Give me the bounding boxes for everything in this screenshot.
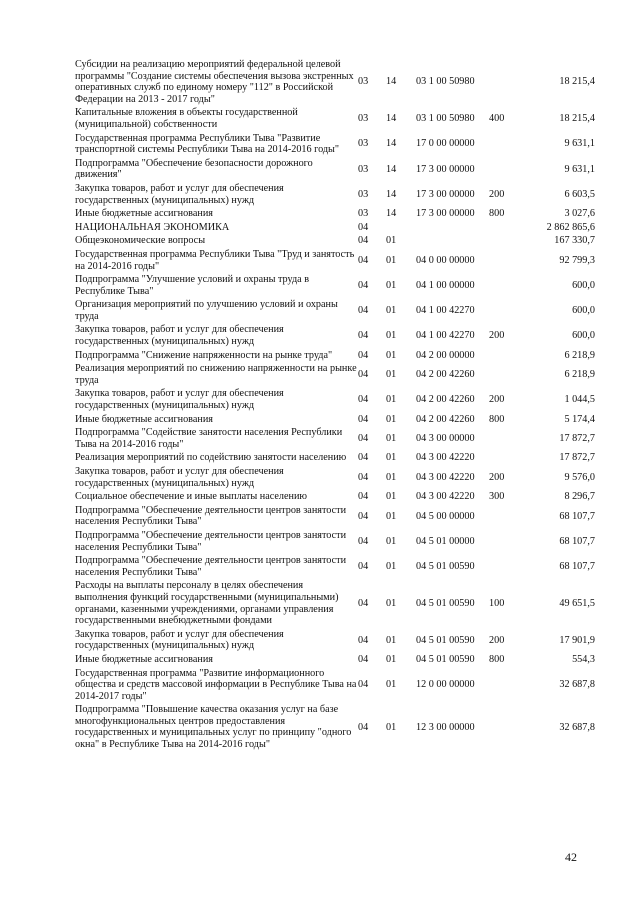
row-expense-type: 800 bbox=[489, 653, 505, 665]
row-name: Закупка товаров, работ и услуг для обеспечения государственных (муниципальных) нужд bbox=[75, 628, 284, 652]
row-target-article: 04 2 00 42260 bbox=[416, 394, 475, 406]
row-amount: 3 027,6 bbox=[564, 208, 595, 220]
row-subsection-code: 01 bbox=[386, 634, 397, 646]
row-expense-type: 800 bbox=[489, 208, 505, 220]
row-name: Общеэкономические вопросы bbox=[75, 235, 206, 247]
table-row bbox=[75, 414, 595, 428]
row-name: Подпрограмма "Обеспечение деятельности центров занятости населения Республики Тыва" bbox=[75, 504, 347, 528]
row-subsection-code: 14 bbox=[386, 188, 397, 200]
row-name: Государственная программа "Развитие информационного общества и средств массовой информации в Республике Тыва на 2014-2017 годы" bbox=[75, 667, 357, 702]
row-section-code: 04 bbox=[358, 471, 369, 483]
row-subsection-code bbox=[386, 222, 416, 236]
row-amount: 1 044,5 bbox=[564, 394, 595, 406]
row-expense-type: 200 bbox=[489, 188, 505, 200]
table-row bbox=[75, 704, 595, 752]
row-target-article: 04 5 01 00590 bbox=[416, 597, 475, 609]
row-target-article: 17 3 00 00000 bbox=[416, 188, 475, 200]
row-amount: 5 174,4 bbox=[564, 413, 595, 425]
table-row bbox=[75, 222, 595, 236]
table-row bbox=[75, 158, 595, 183]
row-subsection-code: 01 bbox=[386, 394, 397, 406]
row-subsection-code: 01 bbox=[386, 721, 397, 733]
row-section-code: 04 bbox=[358, 535, 369, 547]
row-amount: 6 218,9 bbox=[564, 369, 595, 381]
table-row bbox=[75, 491, 595, 505]
row-subsection-code: 01 bbox=[386, 254, 397, 266]
row-subsection-code: 01 bbox=[386, 330, 397, 342]
row-section-code: 03 bbox=[358, 188, 369, 200]
row-expense-type bbox=[489, 133, 525, 158]
row-section-code: 04 bbox=[358, 254, 369, 266]
row-name: Реализация мероприятий по содействию занятости населению bbox=[75, 452, 347, 464]
row-expense-type bbox=[489, 668, 525, 705]
row-section-code: 04 bbox=[358, 413, 369, 425]
row-name: Закупка товаров, работ и услуг для обеспечения государственных (муниципальных) нужд bbox=[75, 182, 284, 206]
table-row bbox=[75, 208, 595, 222]
row-expense-type bbox=[489, 249, 525, 274]
row-expense-type: 200 bbox=[489, 471, 505, 483]
row-section-code: 03 bbox=[358, 138, 369, 150]
row-name: Государственная программа Республики Тыва "Труд и занятость на 2014-2016 годы" bbox=[75, 248, 355, 272]
row-expense-type bbox=[489, 235, 525, 249]
row-amount: 6 218,9 bbox=[564, 349, 595, 361]
row-subsection-code: 01 bbox=[386, 279, 397, 291]
row-section-code: 04 bbox=[358, 597, 369, 609]
row-subsection-code: 01 bbox=[386, 305, 397, 317]
row-amount: 68 107,7 bbox=[559, 510, 595, 522]
row-subsection-code: 14 bbox=[386, 163, 397, 175]
row-name: Субсидии на реализацию мероприятий федеральной целевой программы "Создание системы обеспечения вызова экстренных оперативных служб по единому номеру "112" в Российской Федерации на 2013 - 2017 годы" bbox=[75, 59, 354, 105]
row-amount: 17 872,7 bbox=[559, 452, 595, 464]
row-section-code: 03 bbox=[358, 113, 369, 125]
table-row bbox=[75, 235, 595, 249]
row-section-code: 03 bbox=[358, 163, 369, 175]
row-section-code: 04 bbox=[358, 330, 369, 342]
row-expense-type bbox=[489, 222, 525, 236]
row-name: Подпрограмма "Обеспечение деятельности центров занятости населения Республики Тыва" bbox=[75, 555, 347, 578]
row-expense-type: 200 bbox=[489, 394, 505, 406]
row-target-article bbox=[416, 222, 489, 236]
row-expense-type: 800 bbox=[489, 413, 505, 425]
row-subsection-code: 01 bbox=[386, 679, 397, 691]
row-name: Подпрограмма "Снижение напряженности на рынке труда" bbox=[75, 349, 333, 361]
row-subsection-code: 01 bbox=[386, 471, 397, 483]
row-name: Социальное обеспечение и иные выплаты населению bbox=[75, 491, 308, 503]
row-name: Подпрограмма "Обеспечение безопасности дорожного движения" bbox=[75, 157, 313, 181]
row-target-article: 04 5 01 00000 bbox=[416, 535, 475, 547]
table-row bbox=[75, 388, 595, 413]
row-section-code: 04 bbox=[358, 433, 369, 445]
table-row bbox=[75, 249, 595, 274]
budget-table bbox=[75, 59, 595, 753]
row-target-article: 04 5 01 00590 bbox=[416, 634, 475, 646]
table-row bbox=[75, 505, 595, 530]
row-name: Организация мероприятий по улучшению условий и охраны труда bbox=[75, 299, 338, 322]
row-target-article: 04 5 01 00590 bbox=[416, 560, 475, 572]
row-name: Иные бюджетные ассигнования bbox=[75, 413, 213, 425]
table-row bbox=[75, 59, 595, 107]
table-row bbox=[75, 555, 595, 580]
row-amount: 92 799,3 bbox=[559, 254, 595, 266]
row-expense-type bbox=[489, 158, 525, 183]
table-row bbox=[75, 654, 595, 668]
row-target-article: 04 3 00 42220 bbox=[416, 471, 475, 483]
row-subsection-code: 01 bbox=[386, 653, 397, 665]
table-row bbox=[75, 427, 595, 452]
row-amount: 167 330,7 bbox=[554, 235, 595, 247]
row-subsection-code: 01 bbox=[386, 535, 397, 547]
row-section-code: 04 bbox=[358, 510, 369, 522]
row-expense-type bbox=[489, 350, 525, 364]
row-amount: 32 687,8 bbox=[559, 679, 595, 691]
row-amount: 8 296,7 bbox=[564, 491, 595, 503]
row-target-article: 17 3 00 00000 bbox=[416, 163, 475, 175]
row-name: Государственная программа Республики Тыва "Развитие транспортной системы Республики Тыва на 2014-2016 годы" bbox=[75, 132, 340, 156]
row-name: Закупка товаров, работ и услуг для обеспечения государственных (муниципальных) нужд bbox=[75, 466, 284, 489]
table-row bbox=[75, 363, 595, 388]
row-section-code: 03 bbox=[358, 76, 369, 88]
row-target-article: 12 3 00 00000 bbox=[416, 721, 475, 733]
row-expense-type bbox=[489, 59, 525, 107]
row-target-article: 04 3 00 00000 bbox=[416, 433, 475, 445]
table-row bbox=[75, 133, 595, 158]
row-expense-type: 100 bbox=[489, 597, 505, 609]
row-target-article: 03 1 00 50980 bbox=[416, 113, 475, 125]
row-expense-type: 200 bbox=[489, 634, 505, 646]
row-target-article: 03 1 00 50980 bbox=[416, 76, 475, 88]
row-name: Иные бюджетные ассигнования bbox=[75, 208, 213, 220]
table-row bbox=[75, 299, 595, 324]
row-expense-type: 300 bbox=[489, 491, 505, 503]
row-target-article: 04 0 00 00000 bbox=[416, 254, 475, 266]
row-subsection-code: 14 bbox=[386, 76, 397, 88]
row-target-article: 04 2 00 42260 bbox=[416, 369, 475, 381]
row-expense-type bbox=[489, 505, 525, 530]
row-section-code: 04 bbox=[358, 305, 369, 317]
row-target-article: 04 5 00 00000 bbox=[416, 510, 475, 522]
row-target-article: 12 0 00 00000 bbox=[416, 679, 475, 691]
row-name: Реализация мероприятий по снижению напряженности на рынке труда bbox=[75, 363, 357, 386]
row-amount: 18 215,4 bbox=[559, 113, 595, 125]
row-section-code: 04 bbox=[358, 721, 369, 733]
row-target-article: 17 3 00 00000 bbox=[416, 208, 475, 220]
row-expense-type bbox=[489, 530, 525, 555]
table-row bbox=[75, 274, 595, 299]
row-target-article: 04 1 00 00000 bbox=[416, 279, 475, 291]
row-target-article: 04 3 00 42220 bbox=[416, 491, 475, 503]
row-name: Подпрограмма "Обеспечение деятельности центров занятости населения Республики Тыва" bbox=[75, 529, 347, 553]
row-subsection-code: 14 bbox=[386, 138, 397, 150]
row-section-code: 03 bbox=[358, 208, 369, 220]
row-target-article: 04 5 01 00590 bbox=[416, 653, 475, 665]
row-expense-type bbox=[489, 452, 525, 466]
row-section-code: 04 bbox=[358, 349, 369, 361]
row-subsection-code: 01 bbox=[386, 510, 397, 522]
row-section-code: 04 bbox=[358, 491, 369, 503]
row-section-code: 04 bbox=[358, 653, 369, 665]
row-section-code: 04 bbox=[358, 279, 369, 291]
row-target-article: 17 0 00 00000 bbox=[416, 138, 475, 150]
table-row bbox=[75, 668, 595, 705]
row-target-article: 04 1 00 42270 bbox=[416, 330, 475, 342]
row-target-article: 04 3 00 42220 bbox=[416, 452, 475, 464]
row-subsection-code: 01 bbox=[386, 433, 397, 445]
row-amount: 600,0 bbox=[572, 330, 595, 342]
row-amount: 600,0 bbox=[572, 279, 595, 291]
row-section-code: 04 bbox=[358, 634, 369, 646]
row-name: Расходы на выплаты персоналу в целях обеспечения выполнения функций государственными (муниципальными) органами, казенными учреждениями, органами управления государственными внебюджетными фондами bbox=[75, 580, 339, 627]
row-target-article bbox=[416, 235, 489, 249]
row-section-code: 04 bbox=[358, 452, 369, 464]
row-section-code: 04 bbox=[358, 221, 369, 233]
budget-table-body bbox=[75, 59, 595, 753]
row-amount: 17 872,7 bbox=[559, 433, 595, 445]
row-amount: 68 107,7 bbox=[559, 535, 595, 547]
row-subsection-code: 01 bbox=[386, 560, 397, 572]
row-amount: 600,0 bbox=[572, 305, 595, 317]
row-section-code: 04 bbox=[358, 235, 369, 247]
row-name: НАЦИОНАЛЬНАЯ ЭКОНОМИКА bbox=[75, 221, 230, 233]
row-subsection-code: 01 bbox=[386, 235, 397, 247]
row-expense-type bbox=[489, 274, 525, 299]
row-amount: 17 901,9 bbox=[559, 634, 595, 646]
table-row bbox=[75, 466, 595, 491]
row-expense-type bbox=[489, 299, 525, 324]
table-row bbox=[75, 530, 595, 555]
table-row bbox=[75, 107, 595, 132]
row-name: Подпрограмма "Повышение качества оказания услуг на базе многофункциональных центров предоставления государственных и муниципальных услуг по принципу "одного окна" в Республике Тыва на 2014-2016 годы" bbox=[75, 704, 352, 751]
row-subsection-code: 01 bbox=[386, 491, 397, 503]
row-section-code: 04 bbox=[358, 560, 369, 572]
row-expense-type bbox=[489, 704, 525, 752]
row-subsection-code: 01 bbox=[386, 369, 397, 381]
row-target-article: 04 2 00 00000 bbox=[416, 349, 475, 361]
row-expense-type bbox=[489, 555, 525, 580]
row-amount: 9 576,0 bbox=[564, 471, 595, 483]
row-expense-type: 200 bbox=[489, 330, 505, 342]
row-name: Подпрограмма "Содействие занятости населения Республики Тыва на 2014-2016 годы" bbox=[75, 427, 343, 450]
row-amount: 2 862 865,6 bbox=[546, 221, 595, 233]
row-subsection-code: 14 bbox=[386, 113, 397, 125]
row-name: Капитальные вложения в объекты государственной (муниципальной) собственности bbox=[75, 107, 298, 130]
row-expense-type bbox=[489, 427, 525, 452]
row-target-article: 04 1 00 42270 bbox=[416, 305, 475, 317]
row-expense-type: 400 bbox=[489, 113, 505, 125]
row-name: Подпрограмма "Улучшение условий и охраны труда в Республике Тыва" bbox=[75, 274, 310, 297]
row-target-article: 04 2 00 42260 bbox=[416, 413, 475, 425]
row-name: Иные бюджетные ассигнования bbox=[75, 653, 213, 665]
table-row bbox=[75, 183, 595, 208]
row-amount: 18 215,4 bbox=[559, 76, 595, 88]
row-amount: 6 603,5 bbox=[564, 188, 595, 200]
row-section-code: 04 bbox=[358, 369, 369, 381]
page-number: 42 bbox=[565, 850, 577, 864]
row-amount: 68 107,7 bbox=[559, 560, 595, 572]
table-row bbox=[75, 580, 595, 628]
row-section-code: 04 bbox=[358, 679, 369, 691]
row-expense-type bbox=[489, 363, 525, 388]
row-subsection-code: 01 bbox=[386, 413, 397, 425]
row-subsection-code: 01 bbox=[386, 452, 397, 464]
table-row bbox=[75, 324, 595, 349]
table-row bbox=[75, 629, 595, 654]
row-amount: 32 687,8 bbox=[559, 721, 595, 733]
row-name: Закупка товаров, работ и услуг для обеспечения государственных (муниципальных) нужд bbox=[75, 324, 284, 348]
row-subsection-code: 01 bbox=[386, 597, 397, 609]
row-section-code: 04 bbox=[358, 394, 369, 406]
row-subsection-code: 14 bbox=[386, 208, 397, 220]
table-row bbox=[75, 350, 595, 364]
row-subsection-code: 01 bbox=[386, 349, 397, 361]
row-amount: 9 631,1 bbox=[564, 138, 595, 150]
row-amount: 49 651,5 bbox=[559, 597, 595, 609]
row-amount: 9 631,1 bbox=[564, 163, 595, 175]
table-row bbox=[75, 452, 595, 466]
row-name: Закупка товаров, работ и услуг для обеспечения государственных (муниципальных) нужд bbox=[75, 388, 284, 412]
row-amount: 554,3 bbox=[572, 653, 595, 665]
